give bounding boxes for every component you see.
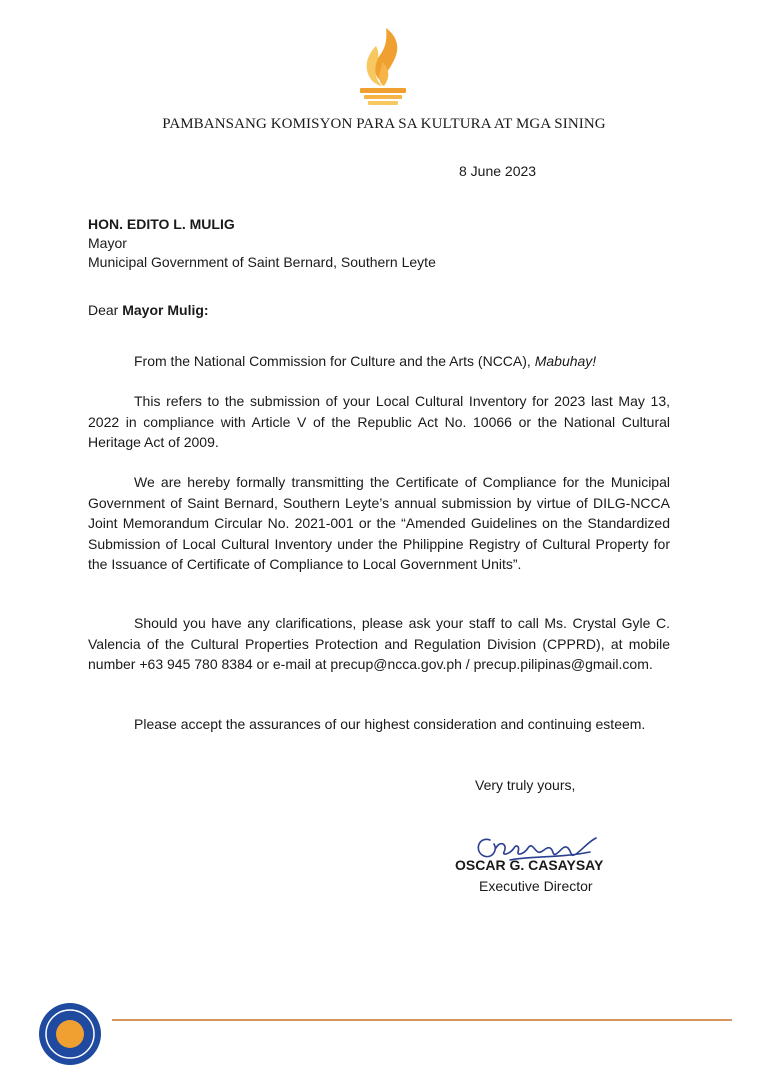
signer-title: Executive Director: [479, 878, 593, 894]
agency-name: PAMBANSANG KOMISYON PARA SA KULTURA AT MGA SINING: [162, 116, 606, 132]
torch-flame-icon: [352, 24, 414, 108]
recipient-address: [88, 215, 436, 272]
salutation-prefix: Dear: [88, 302, 123, 318]
recipient-name: HON. EDITO L. MULIG: [88, 216, 235, 232]
footer-divider: [112, 1019, 732, 1021]
paragraph-certificate: We are hereby formally transmitting the Certificate of Compliance for the Municipal Government of Saint Bernard, Southern Leyte’s annual submission by virtue of DILG-NCCA Joint Memorandum Circular No. 2021-001 or the “Amended Guidelines on the Standardized Submission of Local Cultural Inventory under the Philippine Registry of Cultural Property for the Issuance of Certificate of Compliance to Local Government Units”.: [88, 474, 670, 572]
signer-name: OSCAR G. CASAYSAY: [455, 857, 604, 873]
paragraph-submission: This refers to the submission of your Local Cultural Inventory for 2023 last May 13, 2022 in compliance with Article V of the Republic Act No. 10066 or the National Cultural Heritage Act of 2009.: [88, 393, 670, 450]
paragraph-greeting: [88, 351, 670, 372]
greeting-text: From the National Commission for Culture and the Arts (NCCA),: [134, 353, 535, 369]
government-seal-icon: [38, 1002, 102, 1066]
salutation: [88, 302, 209, 318]
paragraph-contact: Should you have any clarifications, please ask your staff to call Ms. Crystal Gyle C. Valencia of the Cultural Properties Protection and Regulation Division (CPPRD), at mobile number +63 945 780 8384 or e-mail at precup@ncca.gov.ph / precup.pilipinas@gmail.com.: [88, 615, 670, 672]
complimentary-close: Very truly yours,: [475, 777, 576, 793]
paragraph-regards: Please accept the assurances of our highest consideration and continuing esteem.: [134, 716, 646, 732]
salutation-name: Mayor Mulig:: [122, 302, 209, 318]
letter-date: 8 June 2023: [459, 163, 537, 179]
greeting-emphasis: Mabuhay!: [534, 353, 597, 369]
recipient-position: Mayor: [88, 235, 127, 251]
recipient-office: Municipal Government of Saint Bernard, Southern Leyte: [88, 254, 436, 270]
